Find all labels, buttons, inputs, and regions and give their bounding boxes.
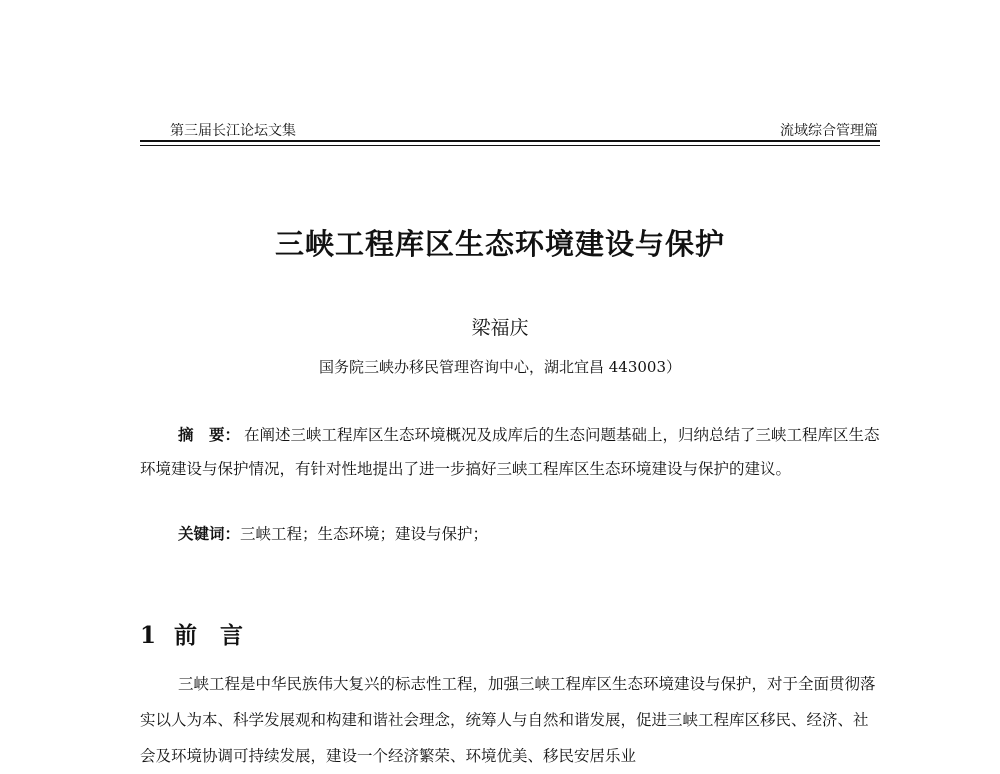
abstract-label: 摘 要： — [178, 425, 241, 444]
section-heading — [140, 617, 243, 650]
author-affiliation: 国务院三峡办移民管理咨询中心，湖北宜昌 443003） — [318, 358, 682, 376]
body-paragraph: 三峡工程是中华民族伟大复兴的标志性工程，加强三峡工程库区生态环境建设与保护，对于全面贯彻落实以人为本、科学发展观和构建和谐社会理念，统筹人与自然和谐发展，促进三峡工程库区移民、经济、社会及环境协调可持续发展，建设一个经济繁荣、环境优美、移民安居乐业 — [140, 675, 876, 765]
abstract — [140, 418, 880, 486]
section-title: 前 言 — [174, 622, 244, 649]
section-number: 1 — [140, 622, 157, 649]
header-rule-thin — [140, 145, 880, 146]
running-header-right: 流域综合管理篇 — [780, 123, 878, 139]
running-header-left: 第三届长江论坛文集 — [170, 123, 296, 139]
keywords — [178, 522, 488, 544]
author-name: 梁福庆 — [471, 317, 529, 339]
paper-title: 三峡工程库区生态环境建设与保护 — [274, 227, 725, 261]
keywords-label: 关键词： — [178, 524, 241, 543]
header-rule-thick — [140, 140, 880, 142]
keywords-text: 三峡工程；生态环境；建设与保护； — [240, 525, 489, 543]
abstract-text: 在阐述三峡工程库区生态环境概况及成库后的生态问题基础上，归纳总结了三峡工程库区生态环境建设与保护情况，有针对性地提出了进一步搞好三峡工程库区生态环境建设与保护的建议。 — [140, 426, 880, 478]
